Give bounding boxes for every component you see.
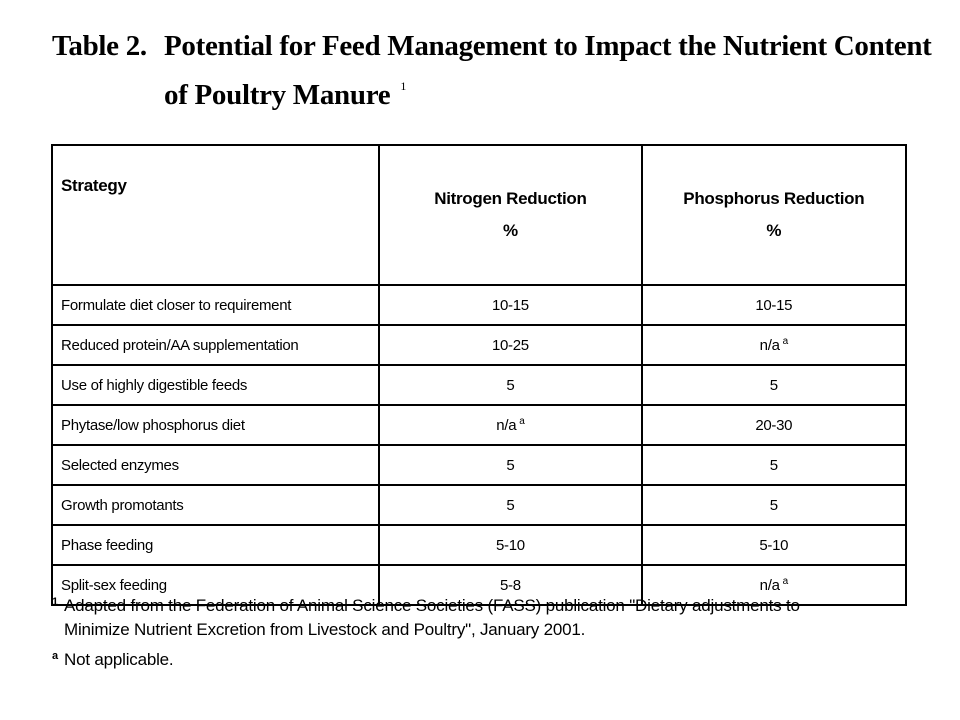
nitrogen-footnote-ref: a [519, 416, 525, 427]
nitrogen-value: 10-15 [491, 296, 529, 314]
table-header-row [52, 145, 906, 285]
strategy-cell: Phase feeding [52, 525, 379, 565]
footnote [52, 594, 932, 642]
phosphorus-reduction-cell [642, 525, 906, 565]
table-row [52, 405, 906, 445]
strategy-cell: Formulate diet closer to requirement [52, 285, 379, 325]
title-line-1 [52, 26, 932, 66]
phosphorus-value: n/a [759, 337, 780, 354]
header-nitrogen-unit: % [502, 221, 518, 240]
strategy-cell: Growth promotants [52, 485, 379, 525]
phosphorus-value: 10-15 [755, 296, 793, 314]
phosphorus-value: 20-30 [755, 416, 793, 434]
table-row [52, 365, 906, 405]
header-phosphorus-unit: % [766, 221, 782, 240]
nutrient-reduction-table [51, 144, 907, 606]
phosphorus-value: 5-10 [759, 536, 789, 554]
table-title [52, 26, 932, 115]
nitrogen-value: n/a [496, 417, 517, 434]
phosphorus-value: 5 [769, 496, 778, 514]
header-strategy [52, 145, 379, 285]
phosphorus-reduction-cell [642, 325, 906, 365]
nitrogen-reduction-cell [379, 365, 641, 405]
header-nitrogen-label: Nitrogen Reduction [434, 189, 587, 208]
strategy-cell: Reduced protein/AA supplementation [52, 325, 379, 365]
table-body [52, 285, 906, 605]
strategy-cell: Selected enzymes [52, 445, 379, 485]
strategy-cell: Split-sex feeding [52, 565, 379, 605]
nitrogen-value: 5 [506, 456, 515, 474]
nitrogen-value: 5 [506, 376, 515, 394]
footnote [52, 648, 932, 672]
nitrogen-value: 10-25 [491, 336, 529, 354]
table-row [52, 285, 906, 325]
table-row [52, 445, 906, 485]
nitrogen-reduction-cell [379, 485, 641, 525]
table-number: Table 2. [52, 30, 147, 62]
phosphorus-reduction-cell [642, 445, 906, 485]
footnotes [52, 594, 932, 672]
title-footnote-ref: 1 [400, 79, 407, 93]
phosphorus-reduction-cell [642, 365, 906, 405]
phosphorus-footnote-ref: a [782, 576, 788, 587]
nitrogen-value: 5 [506, 496, 515, 514]
nitrogen-reduction-cell [379, 325, 641, 365]
strategy-cell: Phytase/low phosphorus diet [52, 405, 379, 445]
nitrogen-value: 5-8 [500, 576, 521, 594]
phosphorus-value: 5 [769, 376, 778, 394]
footnote-text-line: Not applicable. [64, 650, 174, 669]
footnote-text-line: Minimize Nutrient Excretion from Livestock and Poultry", January 2001. [64, 620, 586, 639]
header-phosphorus [642, 145, 906, 285]
table-row [52, 325, 906, 365]
phosphorus-reduction-cell [642, 285, 906, 325]
phosphorus-value: n/a [759, 577, 780, 594]
header-nitrogen [379, 145, 641, 285]
phosphorus-value: 5 [769, 456, 778, 474]
strategy-cell: Use of highly digestible feeds [52, 365, 379, 405]
nitrogen-reduction-cell [379, 285, 641, 325]
title-line-2 [52, 66, 932, 115]
phosphorus-reduction-cell [642, 405, 906, 445]
table-row [52, 525, 906, 565]
header-strategy-label: Strategy [61, 176, 127, 195]
header-phosphorus-label: Phosphorus Reduction [683, 189, 865, 208]
phosphorus-footnote-ref: a [782, 336, 788, 347]
title-text-line-1: Potential for Feed Management to Impact the Nutrient Content [164, 30, 932, 62]
phosphorus-reduction-cell [642, 485, 906, 525]
nitrogen-reduction-cell [379, 445, 641, 485]
footnote-mark: a [52, 650, 58, 662]
footnote-text-line: Adapted from the Federation of Animal Science Societies (FASS) publication "Dietary adjustments to [64, 596, 800, 615]
table-row [52, 485, 906, 525]
footnote-mark: 1 [52, 596, 58, 608]
nitrogen-reduction-cell [379, 525, 641, 565]
nitrogen-value: 5-10 [495, 536, 525, 554]
nitrogen-reduction-cell [379, 405, 641, 445]
title-text-line-2: of Poultry Manure [164, 79, 391, 111]
